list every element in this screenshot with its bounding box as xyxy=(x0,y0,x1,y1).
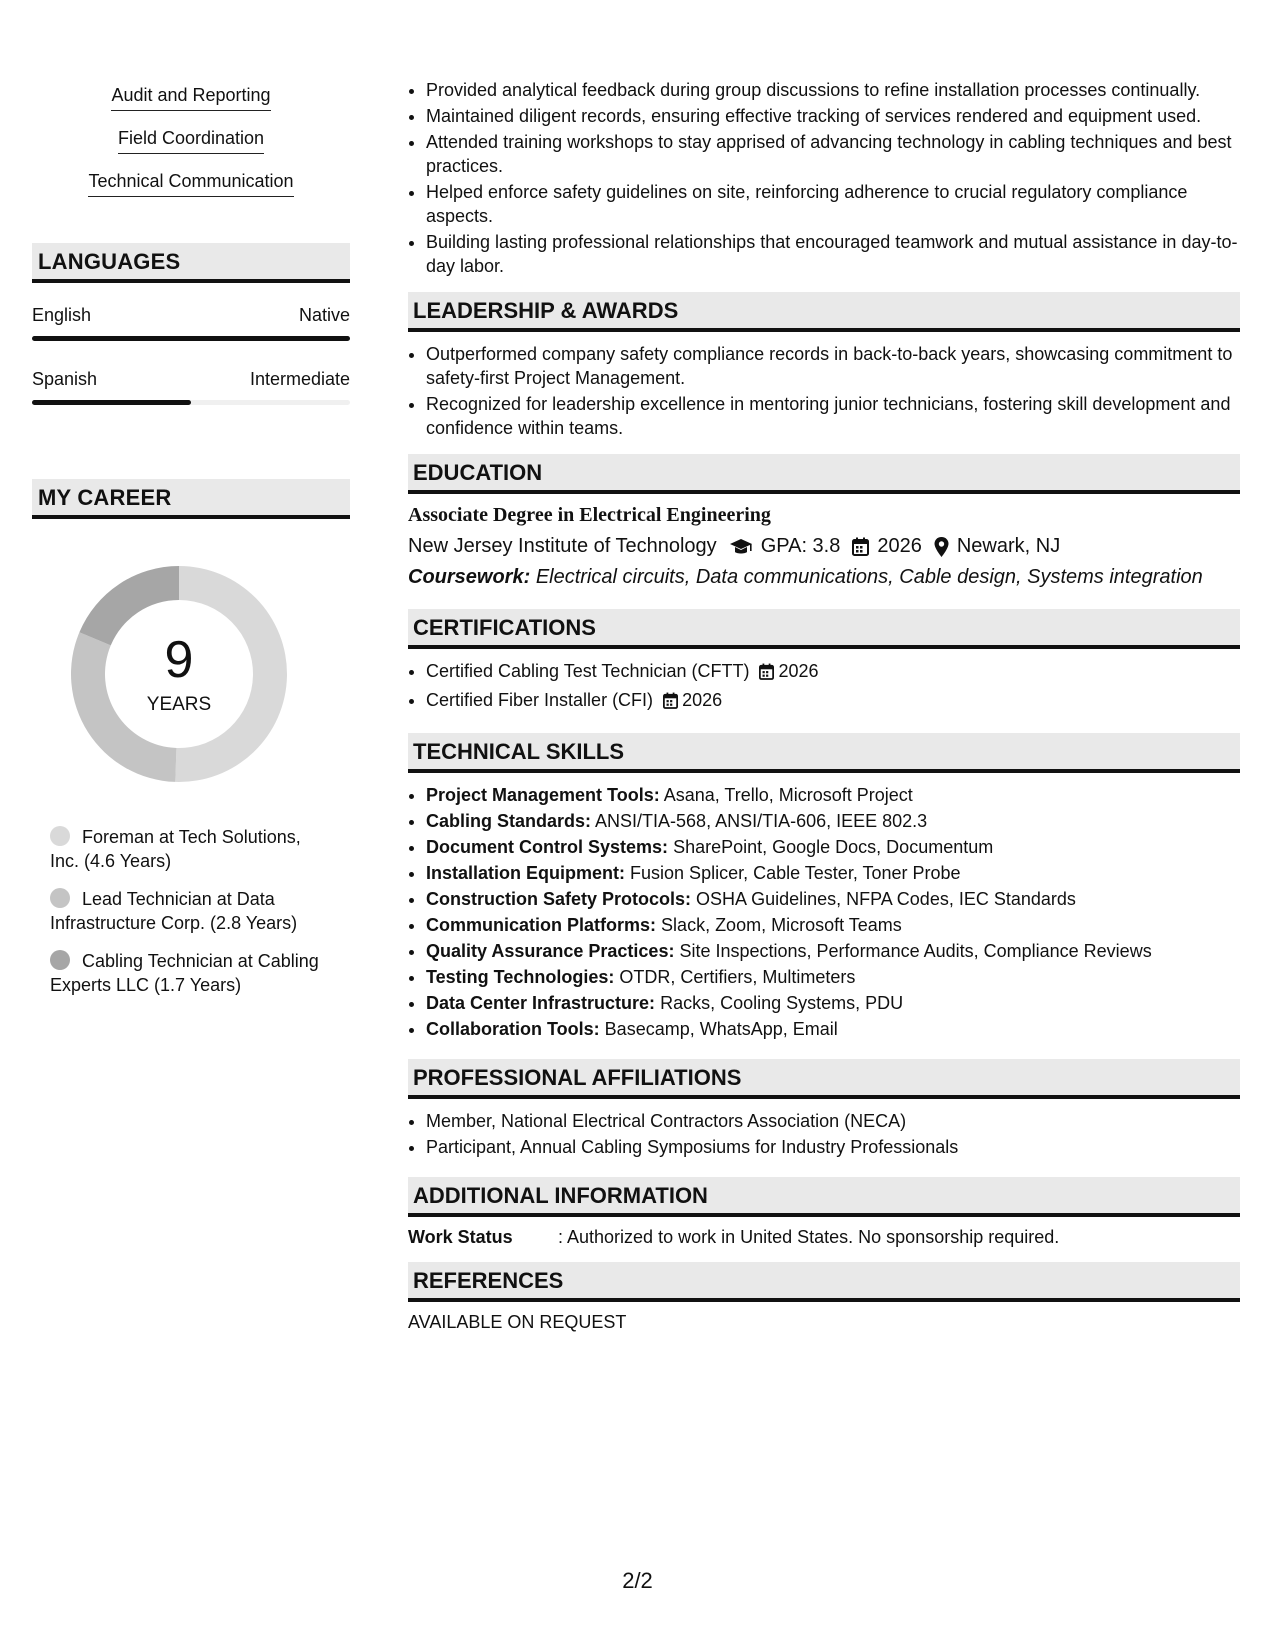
leadership-heading: LEADERSHIP & AWARDS xyxy=(408,292,1240,332)
leadership-list xyxy=(408,342,1240,440)
career-legend-item: Cabling Technician at Cabling Experts LLC (1.7 Years) xyxy=(50,951,319,995)
calendar-icon xyxy=(852,537,869,556)
language-bar-fill xyxy=(32,336,350,341)
education-school: New Jersey Institute of Technology xyxy=(408,535,717,557)
sidebar xyxy=(32,84,350,1011)
career-total-years: 9 xyxy=(164,631,194,689)
list-item: • Certified Fiber Installer (CFI) 2026 xyxy=(426,688,1240,715)
list-item: • Maintained diligent records, ensuring effective tracking of services rendered and equipment used. xyxy=(426,104,1240,128)
list-item: • Cabling Standards: ANSI/TIA-568, ANSI/TIA-606, IEEE 802.3 xyxy=(426,809,1240,833)
main-column xyxy=(408,78,1240,1333)
career-donut xyxy=(64,559,294,789)
list-item: • Building lasting professional relationships that encouraged teamwork and mutual assistance in day-to-day labor. xyxy=(426,230,1240,278)
technical-skills-heading: TECHNICAL SKILLS xyxy=(408,733,1240,773)
list-item: • Member, National Electrical Contractors Association (NECA) xyxy=(426,1109,1240,1133)
language-name: English xyxy=(32,305,92,325)
education-coursework: Coursework: Electrical circuits, Data communications, Cable design, Systems integration xyxy=(408,566,1203,588)
legend-dot xyxy=(50,888,70,908)
affiliations-heading: PROFESSIONAL AFFILIATIONS xyxy=(408,1059,1240,1099)
list-item: • Attended training workshops to stay apprised of advancing technology in cabling techniques and best practices. xyxy=(426,130,1240,178)
additional-info-heading: ADDITIONAL INFORMATION xyxy=(408,1177,1240,1217)
skill-item: Audit and Reporting xyxy=(32,84,350,111)
skill-item: Field Coordination xyxy=(32,127,350,154)
career-heading: MY CAREER xyxy=(32,479,350,519)
skills-list xyxy=(32,84,350,197)
language-spanish xyxy=(32,369,350,405)
work-status-label: Work Status xyxy=(408,1227,513,1247)
education-heading: EDUCATION xyxy=(408,454,1240,494)
technical-skills-list xyxy=(408,783,1240,1041)
graduation-cap-icon xyxy=(729,538,753,556)
calendar-icon xyxy=(663,691,678,715)
list-item: • Construction Safety Protocols: OSHA Guidelines, NFPA Codes, IEC Standards xyxy=(426,887,1240,911)
page-number: 2/2 xyxy=(622,1568,653,1593)
list-item: • Quality Assurance Practices: Site Inspections, Performance Audits, Compliance Reviews xyxy=(426,939,1240,963)
list-item: • Testing Technologies: OTDR, Certifiers, Multimeters xyxy=(426,965,1240,989)
skill-item: Technical Communication xyxy=(32,170,350,197)
career-legend-item: Lead Technician at Data Infrastructure Corp. (2.8 Years) xyxy=(50,889,298,933)
list-item: • Recognized for leadership excellence in mentoring junior technicians, fostering skill development and confidence within teams. xyxy=(426,392,1240,440)
language-level: Native xyxy=(298,305,350,325)
list-item: • Data Center Infrastructure: Racks, Cooling Systems, PDU xyxy=(426,991,1240,1015)
list-item: • Collaboration Tools: Basecamp, WhatsApp, Email xyxy=(426,1017,1240,1041)
language-bar xyxy=(32,336,350,341)
list-item: • Installation Equipment: Fusion Splicer, Cable Tester, Toner Probe xyxy=(426,861,1240,885)
list-item: • Communication Platforms: Slack, Zoom, Microsoft Teams xyxy=(426,913,1240,937)
references-heading: REFERENCES xyxy=(408,1262,1240,1302)
career-legend-item: Foreman at Tech Solutions, Inc. (4.6 Years) xyxy=(50,827,301,871)
language-bar xyxy=(32,400,350,405)
education-details xyxy=(408,535,1240,558)
languages-heading: LANGUAGES xyxy=(32,243,350,283)
list-item: • Participant, Annual Cabling Symposiums for Industry Professionals xyxy=(426,1135,1240,1159)
list-item: • Document Control Systems: SharePoint, Google Docs, Documentum xyxy=(426,835,1240,859)
language-level: Intermediate xyxy=(249,369,350,389)
language-bar-fill xyxy=(32,400,191,405)
certifications-heading: CERTIFICATIONS xyxy=(408,609,1240,649)
legend-dot xyxy=(50,950,70,970)
list-item: • Provided analytical feedback during group discussions to refine installation processes continually. xyxy=(426,78,1240,102)
list-item: • Outperformed company safety compliance records in back-to-back years, showcasing commitment to safety-first Project Management. xyxy=(426,342,1240,390)
list-item: • Certified Cabling Test Technician (CFTT) 2026 xyxy=(426,659,1240,686)
language-english xyxy=(32,305,350,341)
work-status-value: : Authorized to work in United States. No sponsorship required. xyxy=(558,1227,1060,1247)
list-item: • Helped enforce safety guidelines on site, reinforcing adherence to crucial regulatory compliance aspects. xyxy=(426,180,1240,228)
education-year: 2026 xyxy=(877,535,922,557)
affiliations-list xyxy=(408,1109,1240,1159)
language-name: Spanish xyxy=(32,369,98,389)
location-pin-icon xyxy=(934,537,949,557)
references-text: AVAILABLE ON REQUEST xyxy=(408,1312,627,1332)
career-total-unit: YEARS xyxy=(146,694,212,715)
career-legend xyxy=(50,825,330,997)
calendar-icon xyxy=(759,662,774,686)
education-location: Newark, NJ xyxy=(956,535,1061,557)
list-item: • Project Management Tools: Asana, Trello, Microsoft Project xyxy=(426,783,1240,807)
certifications-list xyxy=(408,659,1240,715)
legend-dot xyxy=(50,826,70,846)
experience-bullets xyxy=(408,78,1240,278)
work-status-row xyxy=(408,1227,1240,1248)
education-gpa: GPA: 3.8 xyxy=(760,535,841,557)
education-degree: Associate Degree in Electrical Engineering xyxy=(408,504,771,526)
